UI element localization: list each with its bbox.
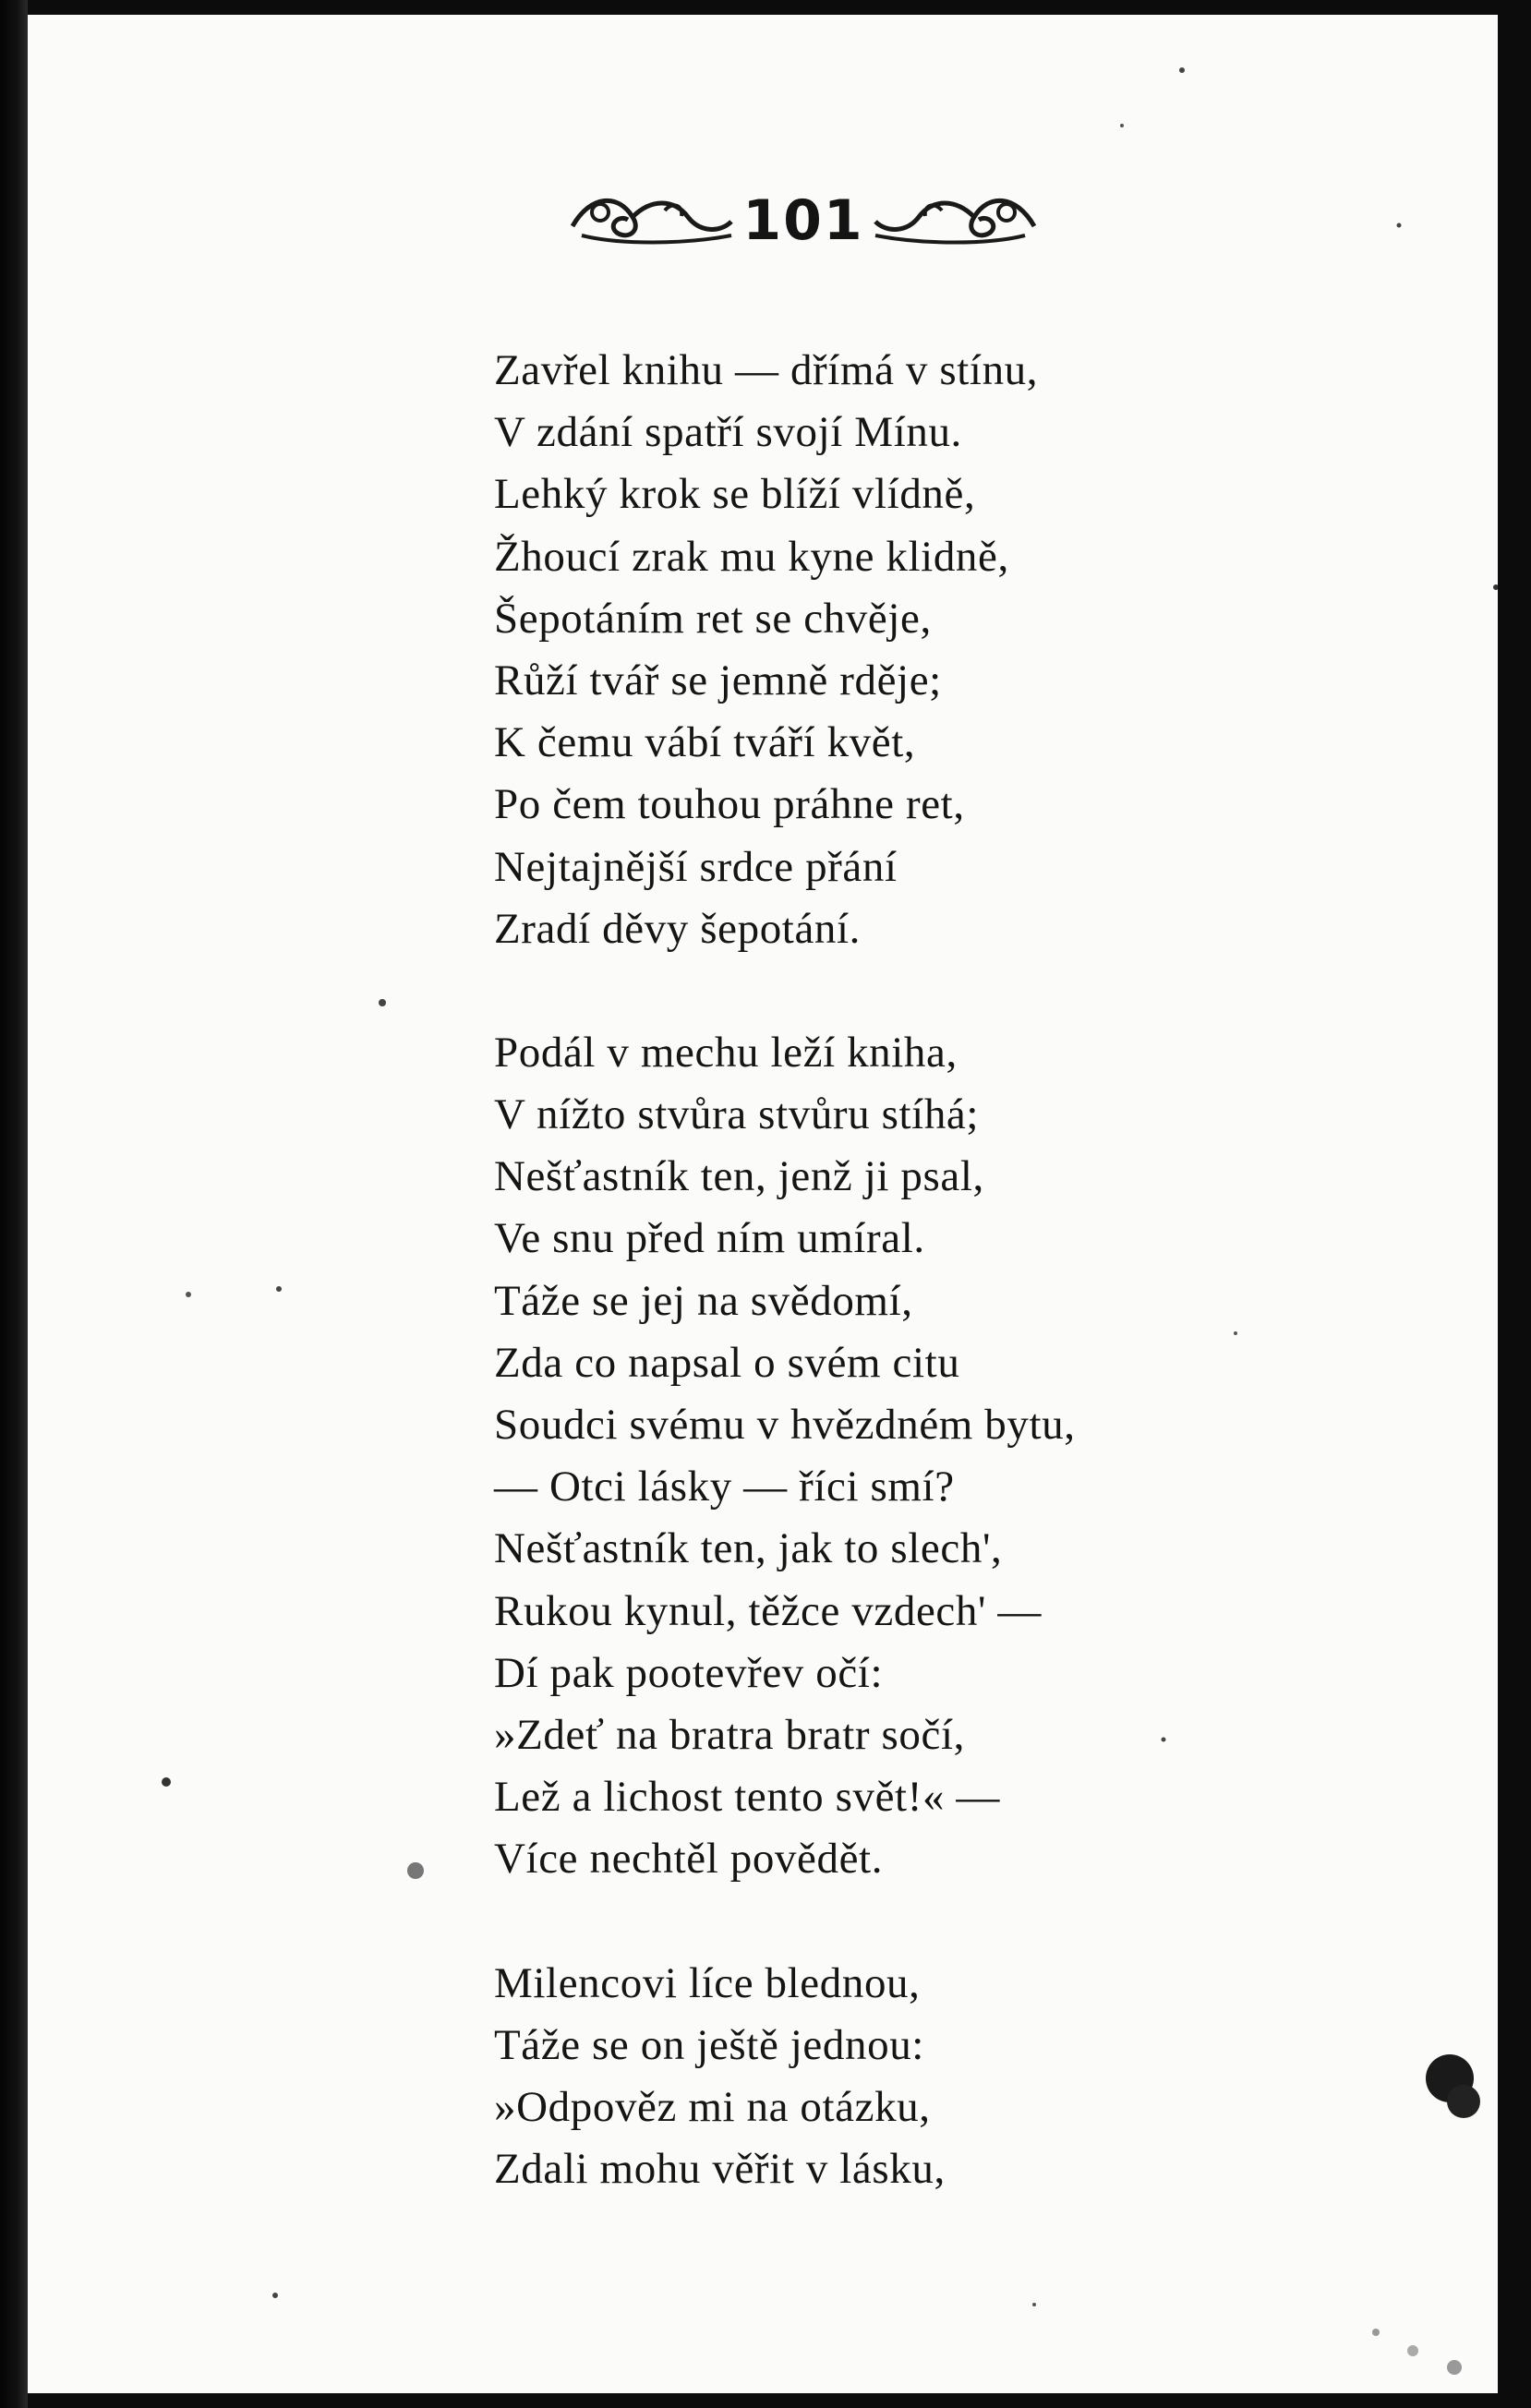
poem-line: Po čem touhou práhne ret, bbox=[494, 780, 965, 829]
stanza-3 bbox=[494, 1953, 1325, 2201]
poem-line: Lež a lichost tento svět!« — bbox=[494, 1773, 1001, 1822]
poem-line: Podál v mechu leží kniha, bbox=[494, 1028, 958, 1077]
poem-line: Ve snu před ním umíral. bbox=[494, 1214, 925, 1263]
page-number: 101 bbox=[742, 188, 864, 253]
poem-line: »Odpověz mi na otázku, bbox=[494, 2082, 931, 2131]
poem-line: »Zdeť na bratra bratr sočí, bbox=[494, 1710, 965, 1759]
page-header bbox=[28, 179, 1498, 262]
stanza-1 bbox=[494, 340, 1325, 960]
stanza-2 bbox=[494, 1022, 1325, 1891]
poem-line: Více nechtěl povědět. bbox=[494, 1835, 884, 1884]
poem-line: Nešťastník ten, jak to slech', bbox=[494, 1524, 1003, 1573]
poem-line: Zradí děvy šepotání. bbox=[494, 904, 862, 953]
poem-line: Nešťastník ten, jenž ji psal, bbox=[494, 1152, 984, 1201]
poem-line: Nejtajnější srdce přání bbox=[494, 842, 898, 891]
book-page bbox=[28, 15, 1498, 2393]
poem-line: Soudci svému v hvězdném bytu, bbox=[494, 1401, 1076, 1449]
poem-line: V zdání spatří svojí Mínu. bbox=[494, 408, 962, 457]
book-spine-edge bbox=[0, 0, 28, 2408]
poem-line: — Otci lásky — říci smí? bbox=[494, 1463, 955, 1511]
poem-line: Růží tvář se jemně rděje; bbox=[494, 656, 942, 704]
poem-line: Táže se on ještě jednou: bbox=[494, 2020, 924, 2069]
poem-line: Rukou kynul, těžce vzdech' — bbox=[494, 1586, 1043, 1635]
poem-line: Táže se jej na svědomí, bbox=[494, 1276, 913, 1325]
poem-line: Šepotáním ret se chvěje, bbox=[494, 594, 932, 643]
poem-line: Dí pak pootevřev očí: bbox=[494, 1648, 884, 1697]
poem-line: Lehký krok se blíží vlídně, bbox=[494, 470, 976, 519]
poem-text bbox=[494, 340, 1325, 2200]
poem-line: Žhoucí zrak mu kyne klidně, bbox=[494, 532, 1009, 581]
poem-line: V nížto stvůra stvůru stíhá; bbox=[494, 1090, 980, 1139]
floral-ornament-left-icon bbox=[563, 185, 739, 249]
poem-line: Zdali mohu věřit v lásku, bbox=[494, 2145, 946, 2194]
poem-line: Zavřel knihu — dřímá v stínu, bbox=[494, 346, 1039, 394]
poem-line: Zda co napsal o svém citu bbox=[494, 1338, 960, 1387]
floral-ornament-right-icon bbox=[868, 185, 1043, 249]
poem-line: K čemu vábí tváří květ, bbox=[494, 718, 916, 767]
poem-line: Milencovi líce blednou, bbox=[494, 1958, 921, 2007]
